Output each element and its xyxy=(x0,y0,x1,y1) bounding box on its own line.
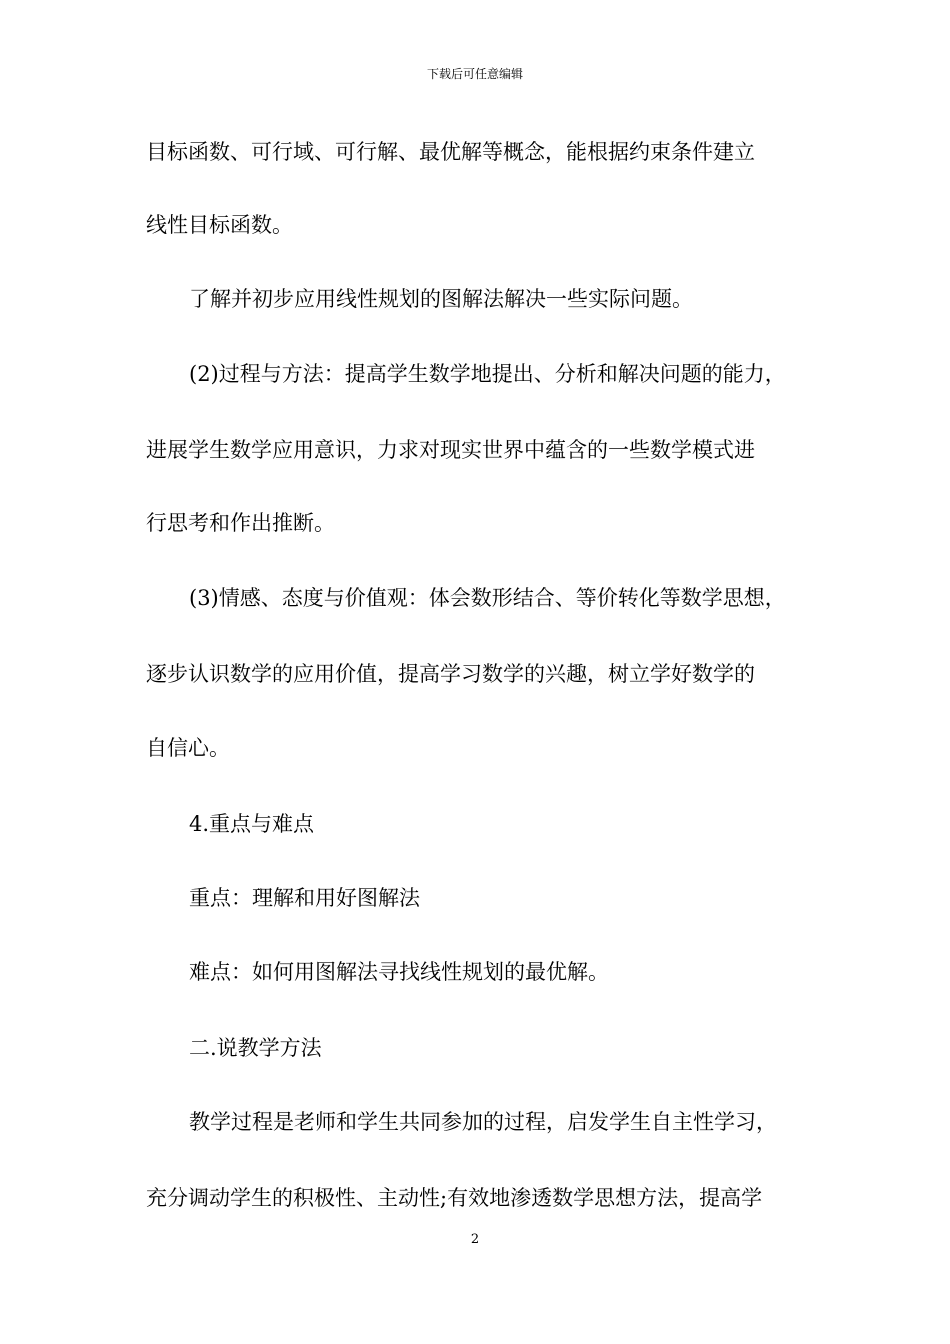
paragraph-line-4: (2)过程与方法：提高学生数学地提出、分析和解决问题的能力， xyxy=(189,362,786,386)
paragraph-line-6: 行思考和作出推断。 xyxy=(146,511,335,535)
paragraph-line-8: 逐步认识数学的应用价值，提高学习数学的兴趣，树立学好数学的 xyxy=(146,662,755,686)
page-number: 2 xyxy=(470,1232,480,1247)
paragraph-line-1: 目标函数、可行域、可行解、最优解等概念，能根据约束条件建立 xyxy=(146,140,755,164)
paragraph-line-difficulty: 难点：如何用图解法寻找线性规划的最优解。 xyxy=(189,960,609,984)
section-heading-teaching-method: 二.说教学方法 xyxy=(189,1036,322,1060)
paragraph-line-key-point: 重点：理解和用好图解法 xyxy=(189,886,420,910)
paragraph-line-15: 充分调动学生的积极性、主动性;有效地渗透数学思想方法，提高学 xyxy=(146,1186,763,1210)
paragraph-line-7: (3)情感、态度与价值观：体会数形结合、等价转化等数学思想， xyxy=(189,586,786,610)
paragraph-line-9: 自信心。 xyxy=(146,736,230,760)
paragraph-line-2: 线性目标函数。 xyxy=(146,213,293,237)
paragraph-line-14: 教学过程是老师和学生共同参加的过程，启发学生自主性学习， xyxy=(189,1110,777,1134)
paragraph-line-3: 了解并初步应用线性规划的图解法解决一些实际问题。 xyxy=(189,287,693,311)
page-header: 下载后可任意编辑 xyxy=(426,67,523,81)
paragraph-line-5: 进展学生数学应用意识，力求对现实世界中蕴含的一些数学模式进 xyxy=(146,438,755,462)
section-heading-key-points: 4.重点与难点 xyxy=(189,812,315,836)
